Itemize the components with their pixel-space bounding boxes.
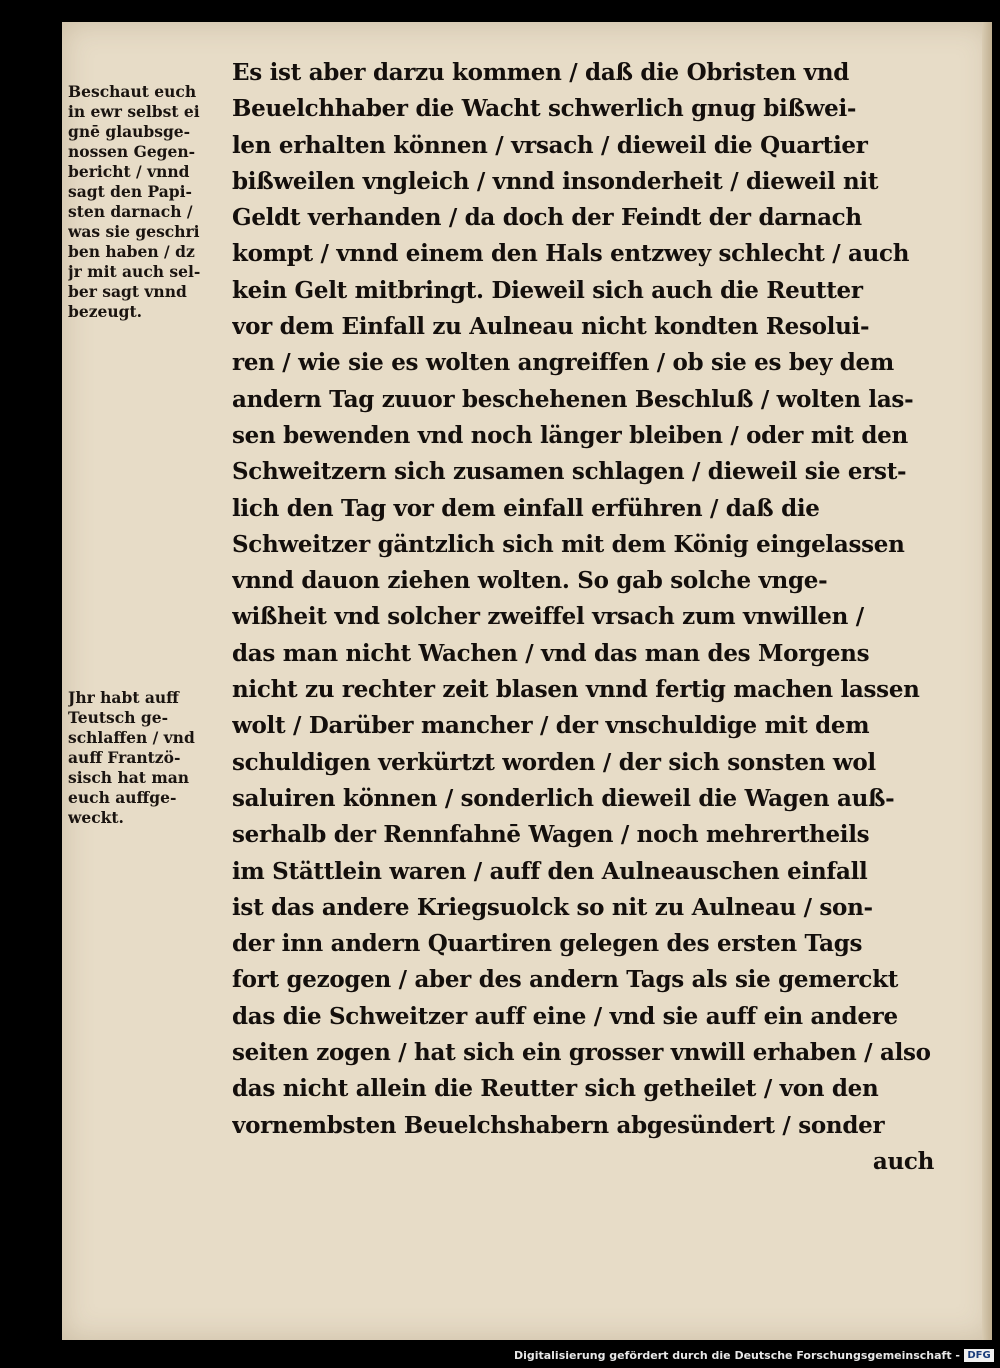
text-line: seiten zogen / hat sich ein grosser vnwill erhaben / also: [232, 1039, 931, 1067]
text-line: lich den Tag vor dem einfall erführen / daß die: [232, 494, 820, 522]
page-edge: [982, 22, 992, 1340]
text-line: nicht zu rechter zeit blasen vnnd fertig machen lassen: [232, 676, 920, 704]
margin-note-line: ber sagt vnnd: [68, 282, 187, 301]
text-line: Schweitzer gäntzlich sich mit dem König eingelassen: [232, 530, 905, 558]
text-line: len erhalten können / vrsach / dieweil die Quartier: [232, 131, 868, 159]
text-line: der inn andern Quartiren gelegen des ersten Tags: [232, 930, 863, 958]
margin-note-1: [68, 82, 223, 322]
margin-note-2: [68, 688, 223, 828]
text-line: bißweilen vngleich / vnnd insonderheit / dieweil nit: [232, 167, 879, 195]
text-line: Es ist aber darzu kommen / daß die Obristen vnd: [232, 59, 850, 86]
margin-note-line: bezeugt.: [68, 302, 143, 321]
text-line: fort gezogen / aber des andern Tags als sie gemerckt: [232, 966, 899, 994]
catchword: auch: [872, 1147, 934, 1175]
margin-note-line: jr mit auch sel-: [68, 262, 201, 281]
text-line: serhalb der Rennfahnē Wagen / noch mehrertheils: [232, 821, 870, 849]
margin-note-line: in ewr selbst ei: [68, 102, 200, 121]
text-line: andern Tag zuuor beschehenen Beschluß / wolten las-: [232, 385, 914, 413]
text-line: kompt / vnnd einem den Hals entzwey schlecht / auch: [232, 240, 910, 268]
text-line: ren / wie sie es wolten angreiffen / ob sie es bey dem: [232, 349, 894, 377]
text-line: Beuelchhaber die Wacht schwerlich gnug bißwei-: [232, 95, 857, 123]
text-line: das nicht allein die Reutter sich getheilet / von den: [232, 1075, 879, 1103]
margin-note-line: Jhr habt auff: [68, 688, 179, 707]
text-line: Schweitzern sich zusamen schlagen / dieweil sie erst-: [232, 458, 907, 486]
text-line: Geldt verhanden / da doch der Feindt der darnach: [232, 204, 862, 232]
margin-note-line: bericht / vnnd: [68, 162, 190, 181]
margin-note-line: schlaffen / vnd: [68, 728, 195, 747]
funding-credit: Digitalisierung gefördert durch die Deutsche Forschungsgemeinschaft -: [513, 1349, 960, 1362]
text-line: sen bewenden vnd noch länger bleiben / oder mit den: [232, 421, 908, 449]
text-line: vor dem Einfall zu Aulneau nicht kondten Resolui-: [232, 313, 870, 341]
margin-note-line: Beschaut euch: [68, 82, 197, 101]
text-line: schuldigen verkürtzt worden / der sich sonsten wol: [232, 748, 876, 776]
text-line: kein Gelt mitbringt. Dieweil sich auch die Reutter: [232, 276, 863, 304]
text-line: im Stättlein waren / auff den Aulneauschen einfall: [232, 857, 868, 885]
margin-note-line: nossen Gegen-: [68, 142, 196, 161]
text-line: das man nicht Wachen / vnd das man des Morgens: [232, 639, 870, 667]
dfg-logo: DFG: [964, 1349, 994, 1362]
main-text-block: [232, 55, 970, 1180]
text-line: vornembsten Beuelchshabern abgesündert / sonder: [232, 1111, 885, 1139]
margin-note-line: gnē glaubsge-: [68, 122, 191, 141]
margin-note-line: weckt.: [68, 808, 124, 827]
margin-note-line: auff Frantzö-: [68, 748, 181, 767]
text-line: das die Schweitzer auff eine / vnd sie auff ein andere: [232, 1002, 898, 1030]
footer-bar: [0, 1340, 1000, 1368]
text-line: wißheit vnd solcher zweiffel vrsach zum vnwillen /: [232, 603, 864, 631]
text-line: saluiren können / sonderlich dieweil die Wagen auß-: [232, 784, 895, 812]
text-line: ist das andere Kriegsuolck so nit zu Aulneau / son-: [232, 893, 873, 921]
margin-note-line: euch auffge-: [68, 788, 177, 807]
margin-note-line: sisch hat man: [68, 768, 190, 787]
margin-note-line: Teutsch ge-: [68, 708, 169, 727]
text-line: wolt / Darüber mancher / der vnschuldige mit dem: [232, 712, 870, 740]
margin-note-line: was sie geschri: [68, 222, 200, 241]
margin-note-line: sten darnach /: [68, 202, 193, 221]
text-line: vnnd dauon ziehen wolten. So gab solche vnge-: [232, 567, 828, 595]
margin-note-line: sagt den Papi-: [68, 182, 192, 201]
margin-note-line: ben haben / dz: [68, 242, 195, 261]
